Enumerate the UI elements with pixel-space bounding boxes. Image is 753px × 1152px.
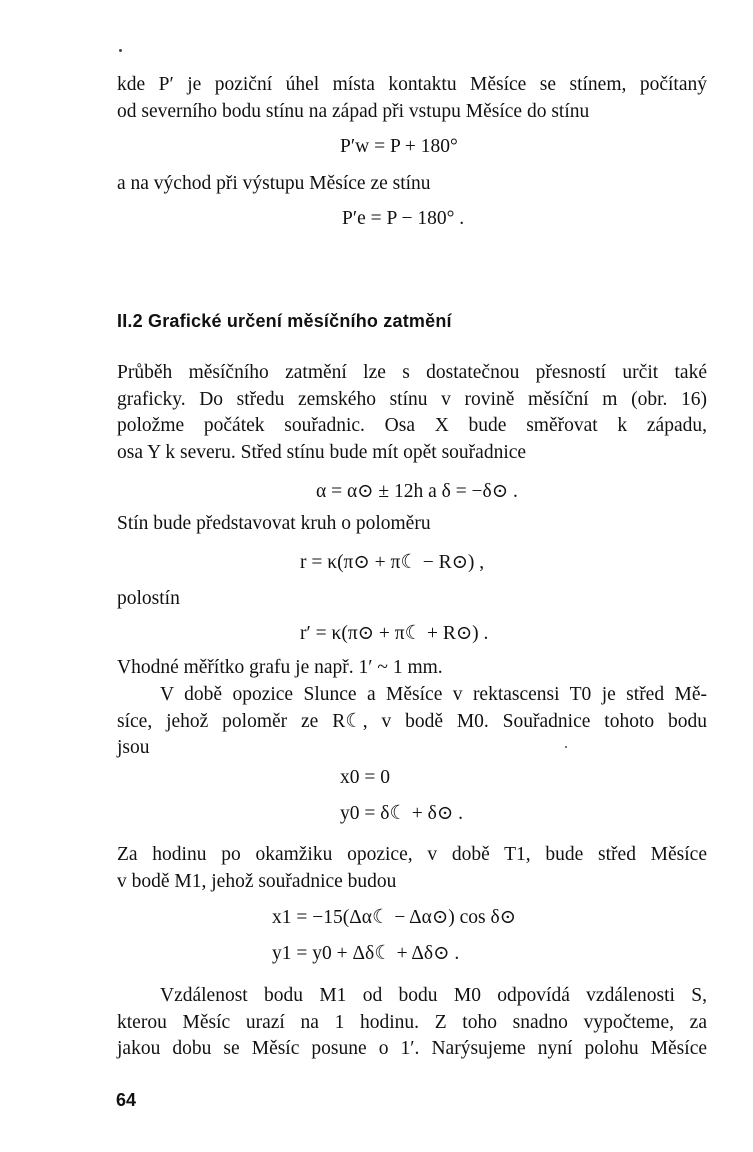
text-line: kterou Měsíc urazí na 1 hodinu. Z toho snadno vypočteme, za <box>117 1011 707 1033</box>
page-number: 64 <box>116 1090 137 1110</box>
equation-p-west: P′w = P + 180° <box>340 136 458 157</box>
text-line: graficky. Do středu zemského stínu v rovině měsíční m (obr. 16) <box>117 388 707 410</box>
print-speck <box>565 746 567 748</box>
text-line: a na východ při výstupu Měsíce ze stínu <box>117 173 431 194</box>
label-penumbra: polostín <box>117 588 180 609</box>
text-line: Průběh měsíčního zatmění lze s dostatečnou přesností určit také <box>117 362 707 383</box>
text-line: v bodě M1, jehož souřadnice budou <box>117 870 397 892</box>
equation-y1: y1 = y0 + Δδ☾ + Δδ⊙ . <box>272 943 460 964</box>
paragraph-one-hour <box>117 842 707 895</box>
equation-p-east: P′e = P − 180° . <box>342 208 465 229</box>
text-line: položme počátek souřadnic. Osa X bude směřovat k západu, <box>117 415 707 436</box>
equation-penumbra-radius: r′ = κ(π⊙ + π☾ + R⊙) . <box>300 623 489 644</box>
paragraph-opposition <box>117 682 707 762</box>
equation-alpha-delta: α = α⊙ ± 12h a δ = −δ⊙ . <box>316 481 518 502</box>
text-line: jsou <box>117 737 150 758</box>
equation-umbra-radius: r = κ(π⊙ + π☾ − R⊙) , <box>300 552 485 573</box>
equation-x0: x0 = 0 <box>340 767 390 788</box>
text-line: Vzdálenost bodu M1 od bodu M0 odpovídá vzdálenosti S, <box>160 985 707 1006</box>
text-line: V době opozice Slunce a Měsíce v rektascensi T0 je střed Mě- <box>160 684 707 705</box>
equation-x1: x1 = −15(Δα☾ − Δα⊙) cos δ⊙ <box>272 907 517 928</box>
text-line: Stín bude představovat kruh o poloměru <box>117 513 431 534</box>
text-line: jakou dobu se Měsíc posune o 1′. Narýsujeme nyní polohu Měsíce <box>117 1038 707 1059</box>
text-line: Za hodinu po okamžiku opozice, v době T1, bude střed Měsíce <box>117 844 707 865</box>
paragraph-shadow-radius <box>117 511 707 538</box>
paragraph-distance <box>117 983 707 1063</box>
section-heading: II.2 Grafické určení měsíčního zatmění <box>117 311 452 331</box>
text-line: od severního bodu stínu na západ při vstupu Měsíce do stínu <box>117 100 590 122</box>
text-line: síce, jehož poloměr ze R☾, v bodě M0. Souřadnice tohoto bodu <box>117 710 707 732</box>
print-speck <box>119 49 122 52</box>
text-line: Vhodné měřítko grafu je např. 1′ ~ 1 mm. <box>117 657 443 678</box>
text-line: osa Y k severu. Střed stínu bude mít opět souřadnice <box>117 441 527 463</box>
paragraph-graphical-method <box>117 360 707 466</box>
equation-y0: y0 = δ☾ + δ⊙ . <box>340 803 463 824</box>
paragraph-scale <box>117 655 707 682</box>
paragraph-exit <box>117 171 707 198</box>
text-line: kde P′ je poziční úhel místa kontaktu Měsíce se stínem, počítaný <box>117 74 707 95</box>
paragraph-contact-angle <box>117 72 707 125</box>
